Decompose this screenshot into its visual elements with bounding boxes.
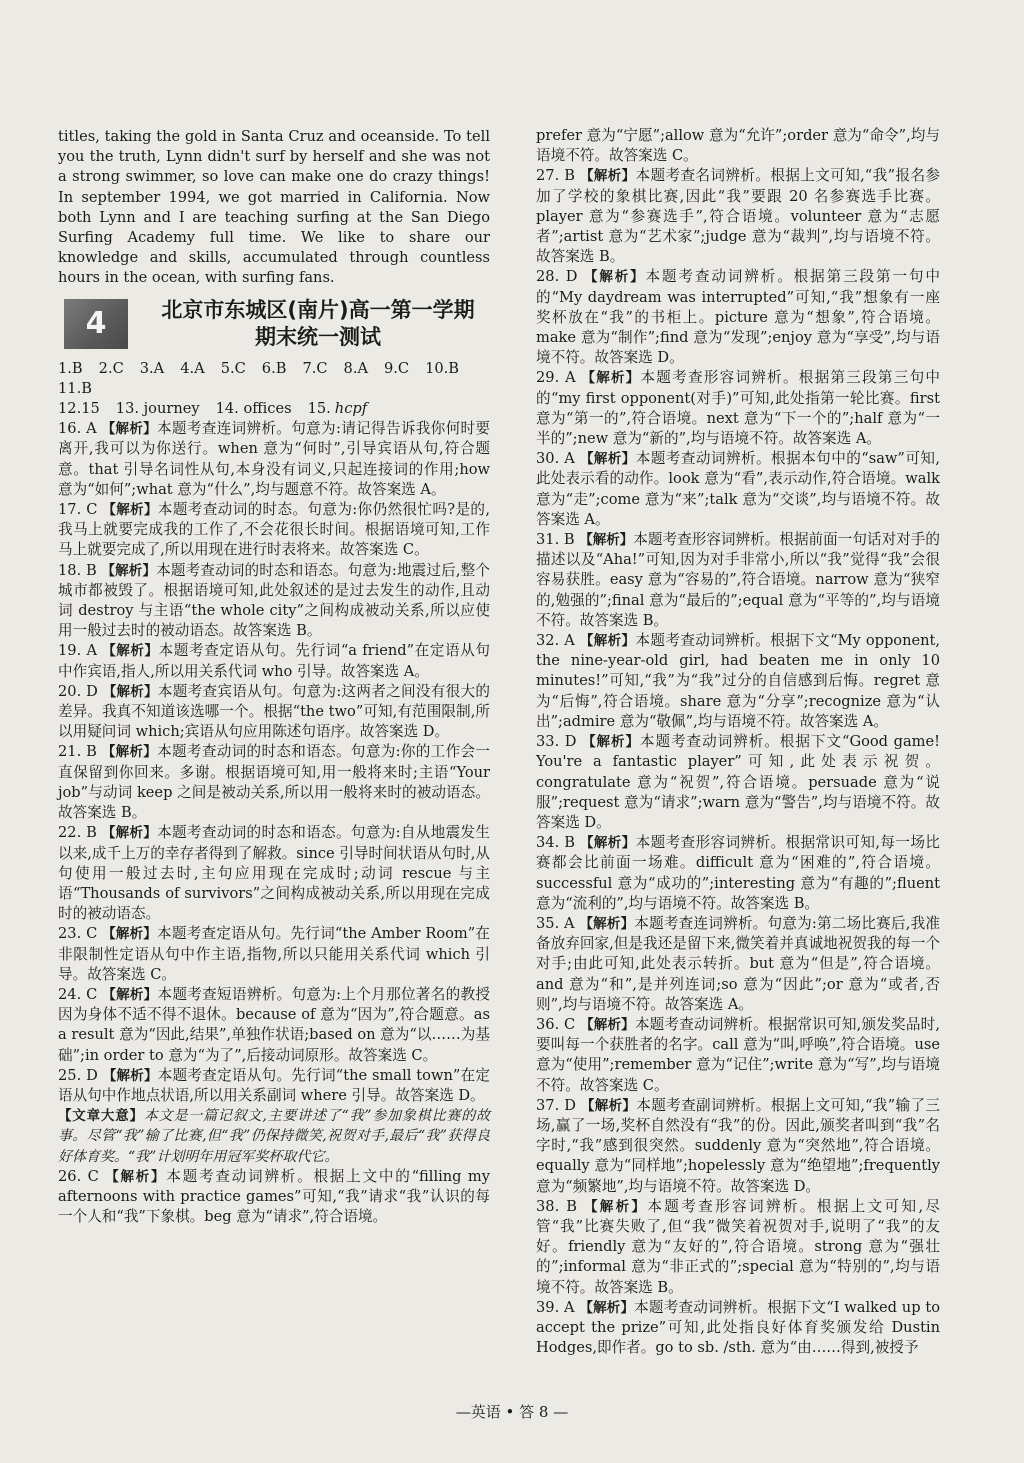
item-text: 本题考查动词的时态和语态。句意为:地震过后,整个城市都被毁了。根据语境可知,此处叙述的是过去发生的动作,且动词 destroy 与主语“the whole city”之间构成被动关系,所以应使用一般过去时的被动语态。故答案选 B。 [58, 561, 491, 640]
item-tag: 【解析】 [580, 1097, 637, 1114]
item-text: 本题考查动词辨析。根据第三段第一句中的“My daydream was interrupted”可知,“我”想象有一座奖杯放在“我”的书柜上。picture 意为“想象”,符合语境。make 意为“制作”;find 意为“发现”;enjoy 意为“享受”,均与语境不符。故答案选 D。 [536, 268, 940, 367]
answer-key: 4.A [180, 359, 205, 377]
item-tag: 【解析】 [579, 633, 636, 650]
item-head: 39. A [536, 1298, 575, 1316]
item-text: 本题考查动词辨析。根据下文“Good game! You're a fantastic player”可知,此处表示祝贺。congratulate 意为“祝贺”,符合语境。persuade 意为“说服”;request 意为“请求”;warn 意为“警告”,均与语境不符。故答案选 D。 [536, 733, 940, 831]
explanation-item [58, 682, 490, 743]
right-lead-paragraph: prefer 意为“宁愿”;allow 意为“允许”;order 意为“命令”,均与语境不符。故答案选 C。 [536, 127, 940, 165]
explanation-item [58, 419, 490, 500]
section-title-line-2: 期末统一测试 [255, 324, 381, 349]
item-head: 32. A [536, 632, 575, 650]
item-text: 本题考查形容词辨析。根据第三段第三句中的“my first opponent(对手)”可知,此处指第一轮比赛。first 意为“第一的”,符合语境。next 意为“下一个的”;half 意为“一半的”;new 意为“新的”,均与语境不符。故答案选 A。 [536, 369, 941, 448]
explanation-item [58, 823, 490, 924]
item-head: 35. A [536, 914, 575, 932]
item-tag: 【解析】 [582, 734, 640, 751]
item-head: 37. D [536, 1096, 576, 1114]
item-tag: 【解析】 [101, 421, 157, 438]
item-tag: 【解析】 [583, 1198, 648, 1215]
item-head: 28. D [536, 268, 578, 286]
explanation-item [536, 1096, 940, 1197]
page-footer: —英语 • 答 8 — [455, 1403, 569, 1421]
item-text: 本题考查定语从句。先行词“the small town”在定语从句中作地点状语,所以用关系副词 where 引导。故答案选 D。 [58, 1066, 490, 1104]
answer-key: 10.B [425, 359, 460, 377]
item-text: 本题考查连词辨析。句意为:第二场比赛后,我准备放弃回家,但是我还是留下来,微笑着并真诚地祝贺我的每一个对手;由此可知,此处表示转折。but 意为“但是”,符合语境。and 意为“和”,是并列连词;so 意为“因此”;or 意为“或者,否则”,均与语境不符。故答案选 A。 [536, 914, 941, 1013]
answer-key: 13. journey [115, 400, 200, 418]
item-tag: 【解析】 [583, 269, 646, 286]
explanation-item-26 [58, 1167, 490, 1228]
item-tag: 【解析】 [579, 1299, 635, 1316]
answer-key: 6.B [261, 359, 287, 377]
answer-key-row-3 [58, 399, 490, 419]
item-head: 36. C [536, 1015, 576, 1033]
item-text: 本题考查动词辨析。根据常识可知,颁发奖品时,要叫每一个获胜者的名字。call 意为“叫,呼唤”,符合语境。use 意为“使用”;remember 意为“记住”;write 意为“写”,均与语境不符。故答案选 C。 [536, 1015, 941, 1094]
intro-paragraph: titles, taking the gold in Santa Cruz and oceanside. To tell you the truth, Lynn didn't surf by herself and she was not a strong swimmer, so love can make one do crazy things! In september 1994, we got married in California. Now both Lynn and I are teaching surfing at the San Diego Surfing Academy full time. We like to share our knowledge and skills, accumulated through countless hours in the ocean, with surfing fans. [58, 128, 490, 287]
item-head: 38. B [536, 1197, 577, 1215]
answer-key: 7.C [302, 359, 328, 377]
answer-key: 14. offices [215, 400, 292, 418]
item-text: 本题考查形容词辨析。根据上文可知,尽管“我”比赛失败了,但“我”微笑着祝贺对手,说明了“我”的友好。friendly 意为“友好的”,符合语境。strong 意为“强壮的”;informal 意为“非正式的”;special 意为“特别的”,均与语境不符。故答案选 B。 [536, 1197, 941, 1296]
item-text: 本题考查连词辨析。句意为:请记得告诉我你何时要离开,我可以为你送行。when 意为“何时”,引导宾语从句,符合题意。that 引导名词性从句,本身没有词义,只起连接词的作用;how 意为“如何”;what 意为“什么”,均与题意不符。故答案选 A。 [58, 420, 491, 498]
item-text: 本题考查形容词辨析。根据常识可知,每一场比赛都会比前面一场难。difficult 意为“困难的”,符合语境。successful 意为“成功的”;interesting 意为“有趣的”;fluent 意为“流利的”,均与语境不符。故答案选 B。 [536, 834, 940, 912]
item-tag: 【解析】 [102, 502, 158, 519]
item-text: 本题考查名词辨析。根据上文可知,“我”报名参加了学校的象棋比赛,因此“我”要跟 20 名参赛选手比赛。player 意为“参赛选手”,符合语境。volunteer 意为“志愿者”;artist 意为“艺术家”;judge 意为“裁判”,均与语境不符。故答案选 B。 [536, 167, 941, 266]
item-tag: 【解析】 [102, 683, 158, 700]
item-head: 27. B [536, 167, 575, 185]
section-title-line-1: 北京市东城区(南片)高一第一学期 [161, 297, 475, 322]
item-text: 本题考查动词辨析。根据本句中的“saw”可知,此处表示看的动作。look 意为“看”,表示动作,符合语境。walk 意为“走”;come 意为“来”;talk 意为“交谈”,均与语境不符。故答案选 A。 [536, 450, 941, 528]
item-tag: 【解析】 [581, 370, 641, 387]
item-tag: 【解析】 [102, 986, 158, 1003]
item-tag: 【解析】 [105, 1168, 167, 1185]
item-text: 本题考查副词辨析。根据上文可知,“我”输了三场,赢了一场,奖杯自然没有“我”的份。因此,颁奖者叫到“我”名字时,“我”感到很突然。suddenly 意为“突然地”,符合语境。equally 意为“同样地”;hopelessly 意为“绝望地”;frequently 意为“频繁地”,均与语境不符。故答案选 D。 [536, 1096, 941, 1195]
explanation-item [536, 368, 940, 449]
item-head: 24. C [58, 985, 98, 1003]
answer-key-row-2 [58, 379, 490, 399]
explanation-item [536, 530, 940, 631]
answer-key: 3.A [139, 359, 165, 377]
answer-key: 1.B [58, 359, 83, 377]
item-tag: 【解析】 [579, 915, 635, 932]
item-tag: 【解析】 [102, 643, 159, 660]
right-explanations [536, 166, 940, 1358]
item-head: 21. B [58, 743, 97, 761]
item-head: 16. A [58, 420, 97, 438]
explanation-item [536, 166, 940, 267]
item-text: 本题考查定语从句。先行词“the Amber Room”在非限制性定语从句中作主语,指物,所以只能用关系代词 which 引导。故答案选 C。 [58, 925, 491, 983]
answer-15-value: hcpf [334, 400, 368, 418]
answer-key: 8.A [343, 359, 368, 377]
left-explanations [58, 419, 490, 1106]
item-tag: 【解析】 [580, 835, 636, 852]
item-head: 34. B [536, 834, 575, 852]
item-text: 本题考查动词辨析。根据下文“My opponent, the nine-year-old girl, had beaten me in only 10 minutes!”可知,“我”为“我”过分的自信感到后悔。regret 意为“后悔”,符合语境。share 意为“分享”;recognize 意为“认出”;admire 意为“敬佩”,均与语境不符。故答案选 A。 [536, 632, 941, 730]
explanation-item [58, 924, 490, 985]
item-head: 29. A [536, 369, 576, 387]
item-head: 17. C [58, 501, 98, 519]
item-tag: 【解析】 [101, 825, 158, 842]
explanation-item [536, 1015, 940, 1096]
section-header [58, 295, 490, 357]
item-text: 本题考查宾语从句。句意为:这两者之间没有很大的差异。我真不知道该选哪一个。根据“the two”可知,有范围限制,所以用疑问词 which;宾语从句应用陈述句语序。故答案选 D。 [58, 682, 490, 741]
item-head: 33. D [536, 733, 577, 751]
item-head: 19. A [58, 642, 97, 660]
answer-15-label: 15. [307, 400, 331, 418]
right-column [536, 126, 940, 1358]
explanation-item [58, 985, 490, 1066]
explanation-item [536, 732, 940, 833]
answer-key: 5.C [220, 359, 246, 377]
answer-key-row-1 [58, 359, 490, 379]
item-tag: 【解析】 [580, 1016, 635, 1033]
summary-text: 本文是一篇记叙文,主要讲述了“我”参加象棋比赛的故事。尽管“我”输了比赛,但“我”仍保持微笑,祝贺对手,最后“我”获得良好体育奖。“我”计划明年用冠军奖杯取代它。 [58, 1108, 491, 1165]
explanation-item [58, 561, 490, 642]
explanation-item [58, 641, 490, 681]
explanation-item [58, 742, 490, 823]
item-text: 本题考查动词辨析。根据上文中的“filling my afternoons with practice games”可知,“我”请求“我”认识的每一个人和“我”下象棋。beg 意为“请求”,符合语境。 [58, 1167, 491, 1226]
answer-key: 12.15 [58, 400, 100, 418]
item-head: 25. D [58, 1066, 98, 1084]
left-column [58, 126, 490, 1227]
explanation-item [58, 500, 490, 561]
item-text: 本题考查定语从句。先行词“a friend”在定语从句中作宾语,指人,所以用关系代词 who 引导。故答案选 A。 [58, 642, 491, 680]
item-head: 30. A [536, 450, 575, 468]
item-text: 本题考查动词的时态。句意为:你仍然很忙吗?是的,我马上就要完成我的工作了,不会花很长时间。根据语境可知,工作马上就要完成了,所以用现在进行时表将来。故答案选 C。 [58, 501, 491, 559]
answer-key-15 [308, 399, 368, 419]
explanation-item [536, 1298, 940, 1359]
explanation-item [536, 449, 940, 530]
item-head: 18. B [58, 561, 97, 579]
item-tag: 【解析】 [579, 451, 636, 468]
explanation-item [536, 1197, 940, 1298]
section-title [148, 297, 488, 351]
item-tag: 【解析】 [102, 926, 158, 943]
explanation-item [536, 631, 940, 732]
item-tag: 【解析】 [102, 1067, 158, 1084]
item-text: 本题考查短语辨析。句意为:上个月那位著名的教授因为身体不适不得不退休。because of 意为“因为”,符合题意。as a result 意为“因此,结果”,单独作状语;based on 意为“以……为基础”;in order to 意为“为了”,后接动词原形。故答案选 C。 [58, 985, 491, 1064]
item-tag: 【解析】 [101, 562, 157, 579]
item-text: 本题考查形容词辨析。根据前面一句话对对手的描述以及“Aha!”可知,因为对手非常小,所以“我”觉得“我”会很容易获胜。easy 意为“容易的”,符合语境。narrow 意为“狭窄的,勉强的”;final 意为“最后的”;equal 意为“平等的”,均与语境不符。故答案选 B。 [536, 531, 940, 629]
item-tag: 【解析】 [579, 532, 634, 549]
explanation-item [536, 914, 940, 1015]
explanation-item [536, 267, 940, 368]
item-tag: 【解析】 [580, 168, 636, 185]
item-head: 22. B [58, 824, 97, 842]
item-head: 23. C [58, 925, 98, 943]
answer-key: 11.B [58, 379, 92, 397]
item-tag: 【解析】 [101, 744, 158, 761]
article-summary [58, 1106, 490, 1167]
item-text: 本题考查动词辨析。根据下文“I walked up to accept the prize”可知,此处指良好体育奖颁发给 Dustin Hodges,即作者。go to sb. /sth. 意为“由……得到,被授予 [536, 1298, 941, 1357]
section-number-badge: 4 [64, 299, 128, 349]
explanation-item [58, 1066, 490, 1106]
answer-key: 2.C [98, 359, 124, 377]
summary-tag: 【文章大意】 [58, 1108, 144, 1125]
item-text: 本题考查动词的时态和语态。句意为:你的工作会一直保留到你回来。多谢。根据语境可知,用一般将来时;主语“Your job”与动词 keep 之间是被动关系,所以用一般将来时的被动语态。故答案选 B。 [58, 743, 491, 822]
item-text: 本题考查动词的时态和语态。句意为:自从地震发生以来,成千上万的幸存者得到了解救。since 引导时间状语从句时,从句使用一般过去时,主句应用现在完成时;动词 rescue 与主语“Thousands of survivors”之间构成被动关系,所以用现在完成时的被动语态。 [58, 824, 491, 923]
explanation-item [536, 833, 940, 914]
answer-key: 9.C [384, 359, 410, 377]
item-head: 26. C [58, 1167, 99, 1185]
item-head: 20. D [58, 682, 98, 700]
item-head: 31. B [536, 531, 575, 549]
